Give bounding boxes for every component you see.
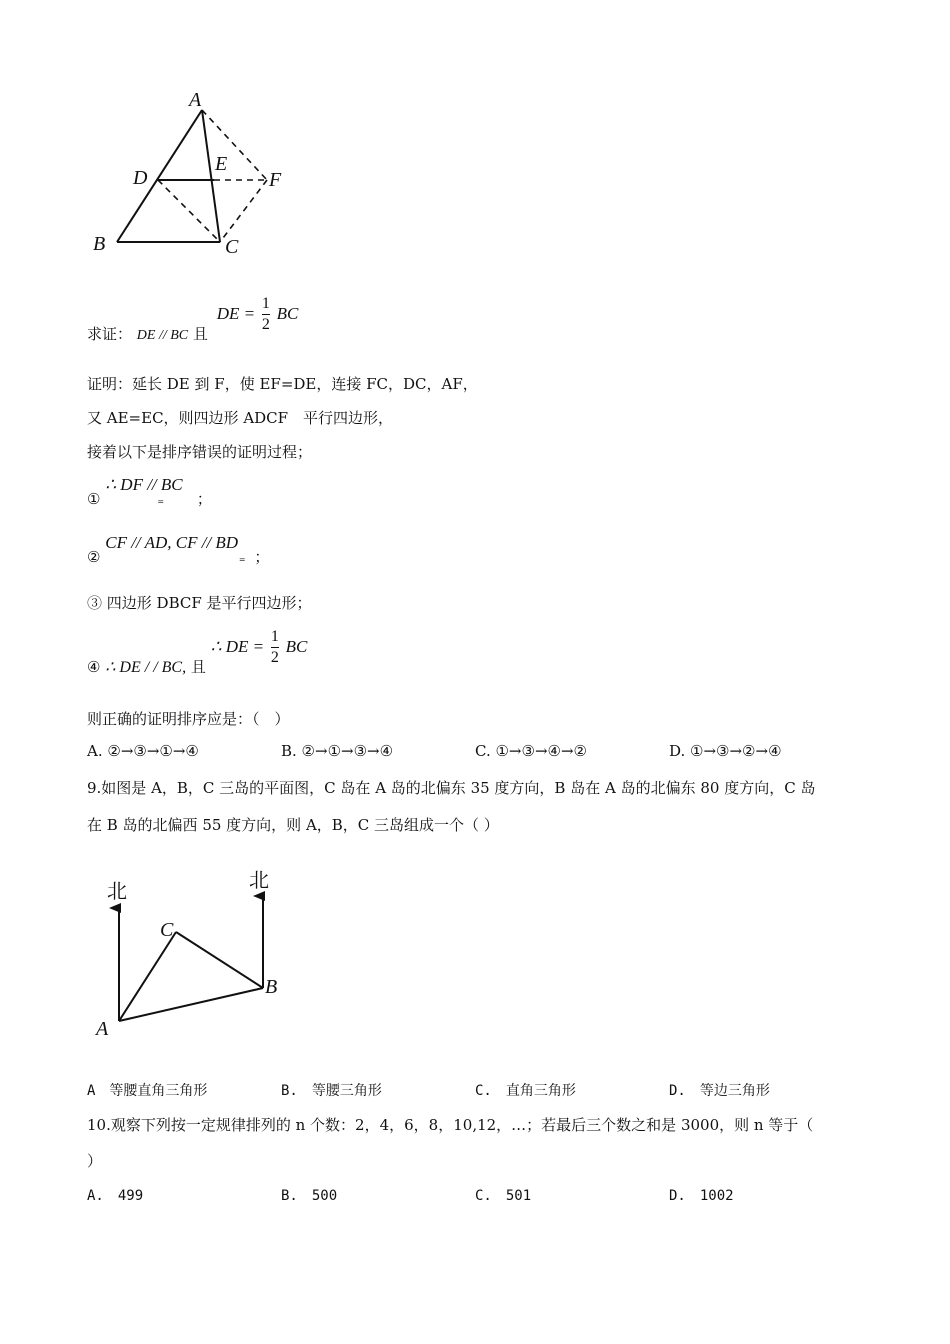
segment-cb-map [176, 932, 263, 988]
q10-option-b[interactable]: B. 500 [281, 1188, 338, 1204]
step-2-eq-mark: = [238, 555, 246, 564]
label-e: E [215, 153, 228, 175]
prove-frac-num: 1 [261, 295, 270, 312]
proof-step-3: ③ 四边形 DBCF 是平行四边形； [87, 594, 312, 612]
label-c: C [225, 236, 239, 258]
north-label-2: 北 [249, 870, 269, 892]
q9-option-a[interactable]: A 等腰直角三角形 [87, 1083, 208, 1099]
prove-conj: 且 [192, 324, 208, 343]
north-label-1: 北 [107, 881, 127, 903]
proof-step-1 [87, 474, 214, 510]
prove-rhs: BC [276, 303, 299, 323]
step-4-fraction [271, 629, 279, 666]
q8-option-c[interactable]: C. ①→③→④→② [475, 742, 587, 760]
step-1-end: ； [196, 490, 212, 508]
step-4-conj: 且 [190, 657, 206, 676]
figure-island-map [88, 866, 298, 1041]
proof-step-2 [87, 532, 269, 568]
prove-fraction [262, 296, 270, 333]
step-1-number: ① [87, 490, 101, 508]
island-label-a: A [96, 1018, 109, 1040]
step-4-math: ∴ DE / / BC, [105, 658, 187, 676]
q8-option-d[interactable]: D. ①→③→②→④ [669, 742, 782, 760]
proof-line-2: 又 AE=EC，则四边形 ADCF 平行四边形， [87, 409, 394, 427]
q10-question-line-2: ） [87, 1152, 103, 1170]
q10-option-d[interactable]: D. 1002 [669, 1188, 734, 1204]
segment-ab-map [119, 988, 263, 1021]
q8-question: 则正确的证明排序应是：（ ） [87, 710, 290, 728]
q9-option-c[interactable]: C. 直角三角形 [475, 1083, 576, 1099]
q10-option-a[interactable]: A. 499 [87, 1188, 144, 1204]
step-4-lhs: ∴ DE = [210, 636, 265, 656]
segment-ac [202, 110, 220, 242]
step-2-end: ； [254, 548, 270, 566]
prove-frac-den: 2 [261, 316, 270, 333]
q8-option-a[interactable]: A. ②→③→①→④ [87, 742, 199, 760]
segment-af [202, 110, 267, 180]
step-4-frac-den: 2 [270, 649, 279, 666]
prove-parallel: DE // BC [136, 327, 189, 343]
segment-fc [220, 180, 267, 242]
q9-option-d[interactable]: D. 等边三角形 [669, 1083, 770, 1099]
step-2-number: ② [87, 548, 101, 566]
q10-option-c[interactable]: C. 501 [475, 1188, 532, 1204]
segment-ac-map [119, 932, 176, 1021]
label-a: A [189, 90, 202, 111]
label-b: B [93, 233, 106, 255]
proof-line-3: 接着以下是排序错误的证明过程； [87, 443, 313, 461]
proof-line-1: 证明：延长 DE 到 F，使 EF=DE，连接 FC，DC，AF， [87, 375, 478, 393]
q9-option-b[interactable]: B. 等腰三角形 [281, 1083, 382, 1099]
proof-step-4 [87, 625, 307, 675]
step-1-eq-mark: = [157, 497, 165, 506]
island-label-c: C [160, 919, 174, 941]
prove-prefix: 求证： [87, 324, 133, 343]
prove-lhs: DE = [216, 303, 256, 323]
q9-question-line-1: 9.如图是 A，B，C 三岛的平面图，C 岛在 A 岛的北偏东 35 度方向，B 岛在 A 岛的北偏东 80 度方向，C 岛 [87, 779, 816, 797]
segment-dc [158, 180, 220, 242]
step-4-rhs: BC [285, 636, 308, 656]
step-1-math: ∴ DF // BC [105, 475, 183, 494]
figure-triangle-parallelogram [85, 90, 305, 265]
step-4-frac-num: 1 [270, 628, 279, 645]
label-d: D [133, 167, 148, 189]
q10-question-line-1: 10.观察下列按一定规律排列的 n 个数：2，4，6，8，10,12，…；若最后三个数之和是 3000，则 n 等于（ [87, 1116, 814, 1134]
step-2-math: CF // AD, CF // BD [105, 533, 239, 552]
q9-question-line-2: 在 B 岛的北偏西 55 度方向，则 A，B，C 三岛组成一个（ ） [87, 816, 499, 834]
step-4-number: ④ [87, 657, 101, 676]
q8-option-b[interactable]: B. ②→①→③→④ [281, 742, 394, 760]
label-f: F [269, 169, 282, 191]
prove-statement [87, 292, 298, 342]
segment-ab [117, 110, 202, 242]
island-label-b: B [265, 976, 278, 998]
